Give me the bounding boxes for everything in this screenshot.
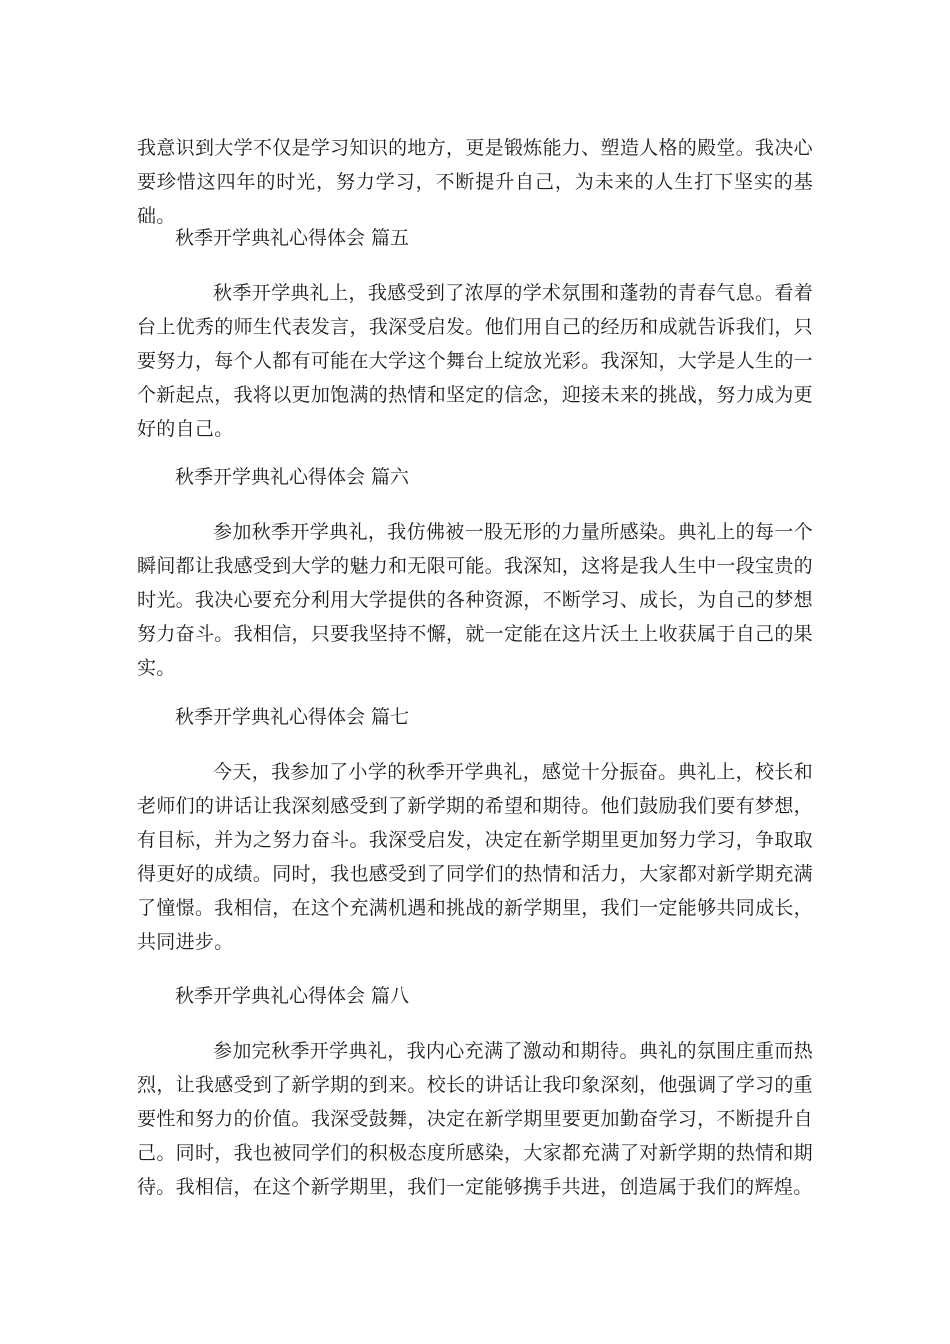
section-paragraph-5: 秋季开学典礼上，我感受到了浓厚的学术氛围和蓬勃的青春气息。看着台上优秀的师生代表发言，我深受启发。他们用自己的经历和成就告诉我们，只要努力，每个人都有可能在大学这个舞台上绽放光彩。我深知，大学是人生的一个新起点，我将以更加饱满的热情和坚定的信念，迎接未来的挑战，努力成为更好的自己。 [137,282,813,440]
section-paragraph-6: 参加秋季开学典礼，我仿佛被一股无形的力量所感染。典礼上的每一个瞬间都让我感受到大学的魅力和无限可能。我深知，这将是我人生中一段宝贵的时光。我决心要充分利用大学提供的各种资源，不断学习、成长，为自己的梦想努力奋斗。我相信，只要我坚持不懈，就一定能在这片沃土上收获属于自己的果实。 [137,521,813,679]
intro-paragraph: 我意识到大学不仅是学习知识的地方，更是锻炼能力、塑造人格的殿堂。我决心要珍惜这四年的时光，努力学习，不断提升自己，为未来的人生打下坚实的基础。 [137,137,813,227]
section-heading-7: 秋季开学典礼心得体会 篇七 [175,706,410,728]
section-heading-6: 秋季开学典礼心得体会 篇六 [175,466,410,488]
section-heading-8: 秋季开学典礼心得体会 篇八 [175,985,410,1007]
section-paragraph-8: 参加完秋季开学典礼，我内心充满了激动和期待。典礼的氛围庄重而热烈，让我感受到了新学期的到来。校长的讲话让我印象深刻，他强调了学习的重要性和努力的价值。我深受鼓舞，决定在新学期里要更加勤奋学习，不断提升自己。同时，我也被同学们的积极态度所感染，大家都充满了对新学期的热情和期待。我相信，在这个新学期里，我们一定能够携手共进，创造属于我们的辉煌。 [137,1040,813,1198]
section-heading-5: 秋季开学典礼心得体会 篇五 [175,227,410,249]
section-paragraph-7: 今天，我参加了小学的秋季开学典礼，感觉十分振奋。典礼上，校长和老师们的讲话让我深刻感受到了新学期的希望和期待。他们鼓励我们要有梦想，有目标，并为之努力奋斗。我深受启发，决定在新学期里更加努力学习，争取取得更好的成绩。同时，我也感受到了同学们的热情和活力，大家都对新学期充满了憧憬。我相信，在这个充满机遇和挑战的新学期里，我们一定能够共同成长，共同进步。 [137,761,813,953]
